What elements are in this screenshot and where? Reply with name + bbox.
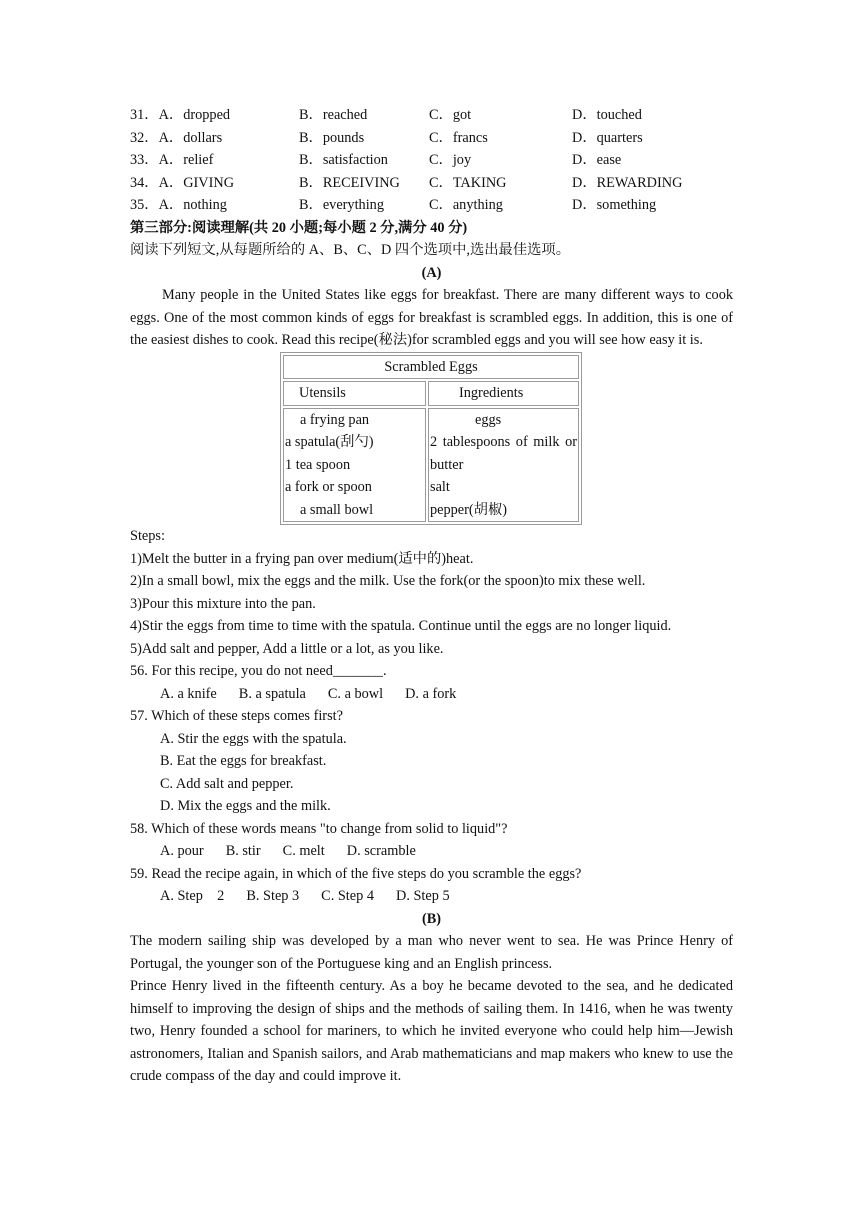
utensil-item: 1 tea spoon xyxy=(285,456,351,473)
passage-a-intro: Many people in the United States like eggs for breakfast. There are many different ways to cook eggs. One of the most common kinds of eggs for breakfast is scrambled eggs. In addition, this is one of the easiest dishes to cook. Read this recipe(秘法)for scrambled eggs and you will see how easy it is. xyxy=(130,287,733,348)
option-a: A．GIVING xyxy=(158,174,235,191)
question-stem: 58. Which of these words means "to change from solid to liquid"? xyxy=(130,820,508,837)
option-b: B．everything xyxy=(299,197,384,213)
question-options xyxy=(130,683,733,706)
passage-b-label: (B) xyxy=(421,910,442,927)
step-item: 4)Stir the eggs from time to time with the spatula. Continue until the eggs are no longer liquid. xyxy=(130,618,672,634)
option-a: A. Step 2 xyxy=(160,888,225,904)
recipe-title: Scrambled Eggs xyxy=(283,355,579,380)
steps-label: Steps: xyxy=(130,528,165,544)
step-item: 2)In a small bowl, mix the eggs and the milk. Use the fork(or the spoon)to mix these well. xyxy=(130,573,646,589)
passage-b-paragraph-1: The modern sailing ship was developed by a man who never went to sea. He was Prince Henry of Portugal, the younger son of the Portuguese king and an English princess. xyxy=(130,933,733,972)
option-b: B．pounds xyxy=(299,129,365,146)
option-a: A. Stir the eggs with the spatula. xyxy=(160,730,347,747)
question-stem: 56. For this recipe, you do not need_______. xyxy=(130,663,387,679)
option-row-34 xyxy=(130,172,733,195)
option-row-32 xyxy=(130,127,733,150)
question-stem: 59. Read the recipe again, in which of the five steps do you scramble the eggs? xyxy=(130,865,582,882)
option-d: D. scramble xyxy=(346,843,416,859)
step-item: 5)Add salt and pepper, Add a little or a lot, as you like. xyxy=(130,640,444,657)
option-c: C．francs xyxy=(429,129,488,146)
question-number: 34． xyxy=(130,174,159,191)
question-number: 31． xyxy=(130,107,159,123)
option-c: C. Step 4 xyxy=(321,888,374,904)
option-a: A. pour xyxy=(160,843,204,859)
option-c: C．anything xyxy=(429,197,503,213)
passage-b-paragraph-2: Prince Henry lived in the fifteenth century. As a boy he became devoted to the sea, and he dedicated himself to improving the design of ships and the methods of sailing them. In 1416, when he was twenty two, Henry founded a school for mariners, to which he invited everyone who could help him—Jewish astronomers, Italian and Spanish sailors, and Arab mathematicians and map makers who knew to use the crude compass of the day and could improve it. xyxy=(130,978,733,1084)
option-a: A．dollars xyxy=(158,129,223,146)
option-row-31 xyxy=(130,104,733,127)
ingredient-item: eggs xyxy=(475,411,502,428)
option-d: D．something xyxy=(572,197,657,213)
option-d: D. a fork xyxy=(405,685,457,702)
section-instruction: 阅读下列短文,从每题所给的 A、B、C、D 四个选项中,选出最佳选项。 xyxy=(130,242,571,258)
option-b: B. Eat the eggs for breakfast. xyxy=(160,753,327,769)
option-d: D. Step 5 xyxy=(396,888,450,904)
option-c: C．got xyxy=(429,107,472,123)
question-56 xyxy=(130,660,733,705)
question-number: 32． xyxy=(130,129,159,146)
option-c: C. Add salt and pepper. xyxy=(160,775,294,792)
option-d: D．quarters xyxy=(572,129,643,146)
option-c: C. a bowl xyxy=(327,685,384,702)
option-b: B．RECEIVING xyxy=(299,174,400,191)
question-57 xyxy=(130,705,733,818)
utensils-list xyxy=(283,408,426,523)
option-d: D．REWARDING xyxy=(572,174,683,191)
ingredient-item: pepper(胡椒) xyxy=(430,501,508,518)
option-c: C．TAKING xyxy=(429,174,507,191)
option-row-33 xyxy=(130,149,733,172)
option-b: B. a spatula xyxy=(238,685,306,702)
option-b: B．reached xyxy=(299,107,368,123)
ingredients-list xyxy=(428,408,579,523)
ingredients-header: Ingredients xyxy=(428,381,579,406)
question-number: 33． xyxy=(130,152,159,168)
utensil-item: a spatula(刮勺) xyxy=(285,434,374,450)
utensil-item: a frying pan xyxy=(300,411,370,428)
option-d: D．ease xyxy=(572,152,622,168)
option-b: B. Step 3 xyxy=(246,888,300,904)
option-b: B. stir xyxy=(225,843,261,859)
question-options xyxy=(130,840,733,863)
question-stem: 57. Which of these steps comes first? xyxy=(130,708,343,724)
option-a: A．relief xyxy=(158,152,214,168)
option-d: D. Mix the eggs and the milk. xyxy=(160,798,331,814)
utensil-item: a fork or spoon xyxy=(285,479,372,495)
utensil-item: a small bowl xyxy=(300,501,374,518)
step-item: 1)Melt the butter in a frying pan over medium(适中的)heat. xyxy=(130,550,474,567)
section-heading: 第三部分:阅读理解(共 20 小题;每小题 2 分,满分 40 分) xyxy=(130,219,468,236)
ingredient-item: salt xyxy=(430,479,450,495)
option-row-35 xyxy=(130,194,733,217)
passage-a-label: (A) xyxy=(421,264,442,281)
options-block-31-35 xyxy=(130,104,733,217)
question-number: 35． xyxy=(130,197,159,213)
step-item: 3)Pour this mixture into the pan. xyxy=(130,595,316,612)
option-a: A．dropped xyxy=(158,107,231,123)
recipe-table xyxy=(280,352,582,526)
utensils-header: Utensils xyxy=(283,381,426,406)
option-c: C. melt xyxy=(282,843,325,859)
question-59 xyxy=(130,863,733,908)
ingredient-item: 2 tablespoons of milk or butter xyxy=(430,434,577,473)
question-options xyxy=(130,885,733,908)
option-d: D．touched xyxy=(572,107,642,123)
question-58 xyxy=(130,818,733,863)
option-c: C．joy xyxy=(429,152,472,168)
exam-page xyxy=(130,104,733,1088)
option-a: A．nothing xyxy=(158,197,227,213)
option-a: A. a knife xyxy=(160,685,217,702)
option-b: B．satisfaction xyxy=(299,152,388,168)
